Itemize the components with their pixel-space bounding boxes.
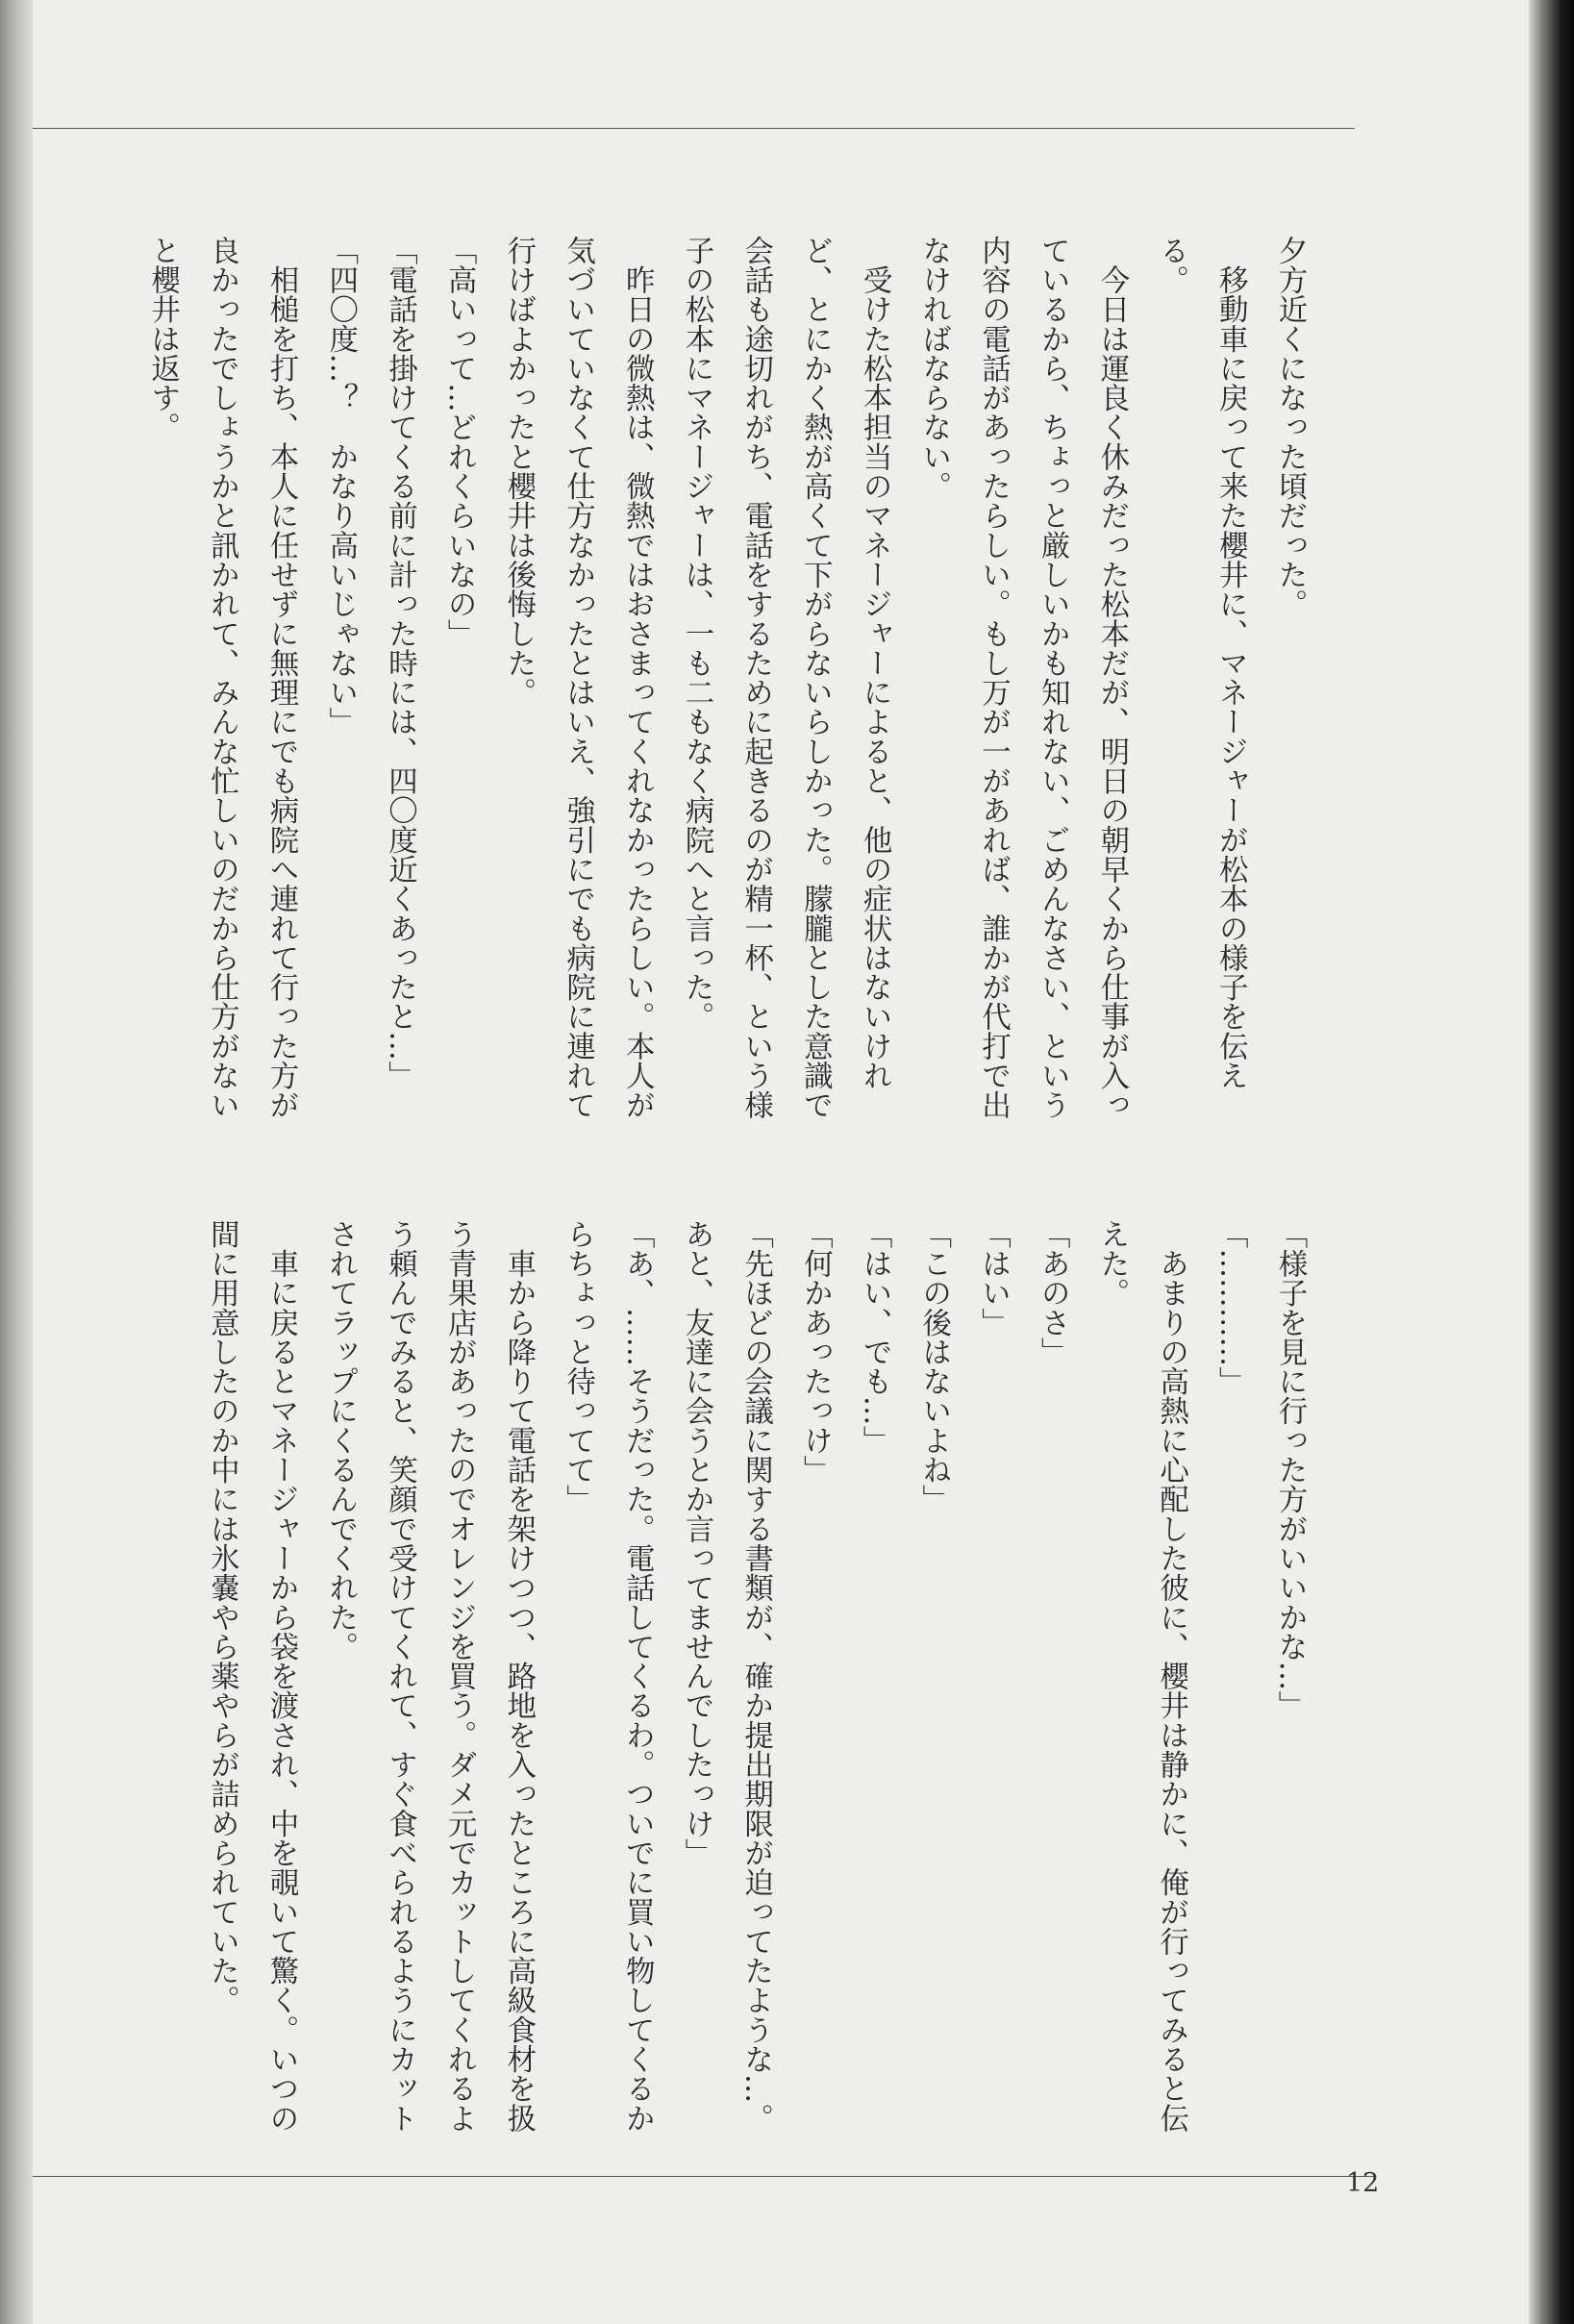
paragraph: 「電話を掛けてくる前に計った時には、四〇度近くあったと…」	[383, 236, 417, 1090]
paragraph: 「この後はないよね」	[916, 1219, 951, 1514]
page-edge-shadow	[1529, 0, 1574, 2324]
paragraph: 「高いって…どれくらいなの」	[442, 236, 477, 649]
paragraph: 今日は運良く休みだった松本だが、明日の朝早くから仕事が入っているから、ちょっと厳しいかも知れない、ごめんなさい、という内容の電話があったらしい。もし万が一があれば、誰かが代打で出なければならない。	[916, 236, 1129, 1120]
paragraph: 「はい」	[976, 1219, 1011, 1337]
paragraph: 「あのさ」	[1036, 1219, 1070, 1367]
paragraph: あまりの高熱に心配した彼に、櫻井は静かに、俺が行ってみると伝えた。	[1094, 1219, 1188, 2134]
paragraph: 「はい、でも…」	[858, 1219, 892, 1456]
paragraph: 昨日の微熱は、微熱ではおさまってくれなかったらしい。本人が気づいていなくて仕方なかったとはいえ、強引にでも病院に連れて行けばよかったと櫻井は後悔した。	[501, 236, 655, 1120]
header-rule	[33, 128, 1355, 129]
paragraph: 「様子を見に行った方がいいかな…」	[1273, 1219, 1307, 1721]
paragraph: 「…………」	[1213, 1219, 1248, 1396]
paragraph: 「先ほどの会議に関する書類が、確か提出期限が迫ってたような…。あと、友達に会うとか言ってませんでしたっけ」	[679, 1219, 773, 2134]
upper-text-column	[145, 236, 1319, 1147]
paragraph: 「四〇度…？ かなり高いじゃない」	[323, 236, 358, 737]
paragraph: 相槌を打ち、本人に任せずに無理にでも病院へ連れて行った方が良かったでしょうかと訊かれて、みんな忙しいのだから仕方がないと櫻井は返す。	[145, 236, 299, 1120]
lower-text-column	[205, 1219, 1319, 2142]
paragraph: 「何かあったっけ」	[798, 1219, 833, 1485]
paragraph: 「あ、……そうだった。電話してくるわ。ついでに買い物してくるからちょっと待ってて」	[561, 1219, 655, 2134]
page-number: 12	[1346, 2168, 1380, 2198]
paragraph: 車から降りて電話を架けつつ、路地を入ったところに高級食材を扱う青果店があったのでオレンジを買う。ダメ元でカットしてくれるよう頼んでみると、笑顔で受けてくれて、すぐ食べられるようにカットされてラップにくるんでくれた。	[323, 1219, 536, 2134]
book-gutter-shadow	[0, 0, 33, 2324]
paragraph: 移動車に戻って来た櫻井に、マネージャーが松本の様子を伝える。	[1154, 236, 1248, 1090]
paragraph: 受けた松本担当のマネージャーによると、他の症状はないけれど、とにかく熱が高くて下がらないらしかった。朦朧とした意識で会話も途切れがち、電話をするために起きるのが精一杯、という様子の松本にマネージャーは、一も二もなく病院へと言った。	[679, 236, 892, 1120]
footer-rule	[33, 2176, 1375, 2177]
paragraph: 夕方近くになった頃だった。	[1273, 236, 1307, 619]
paragraph: 車に戻るとマネージャーから袋を渡され、中を覗いて驚く。いつの間に用意したのか中には氷嚢やら薬やらが詰められていた。	[205, 1219, 299, 2134]
